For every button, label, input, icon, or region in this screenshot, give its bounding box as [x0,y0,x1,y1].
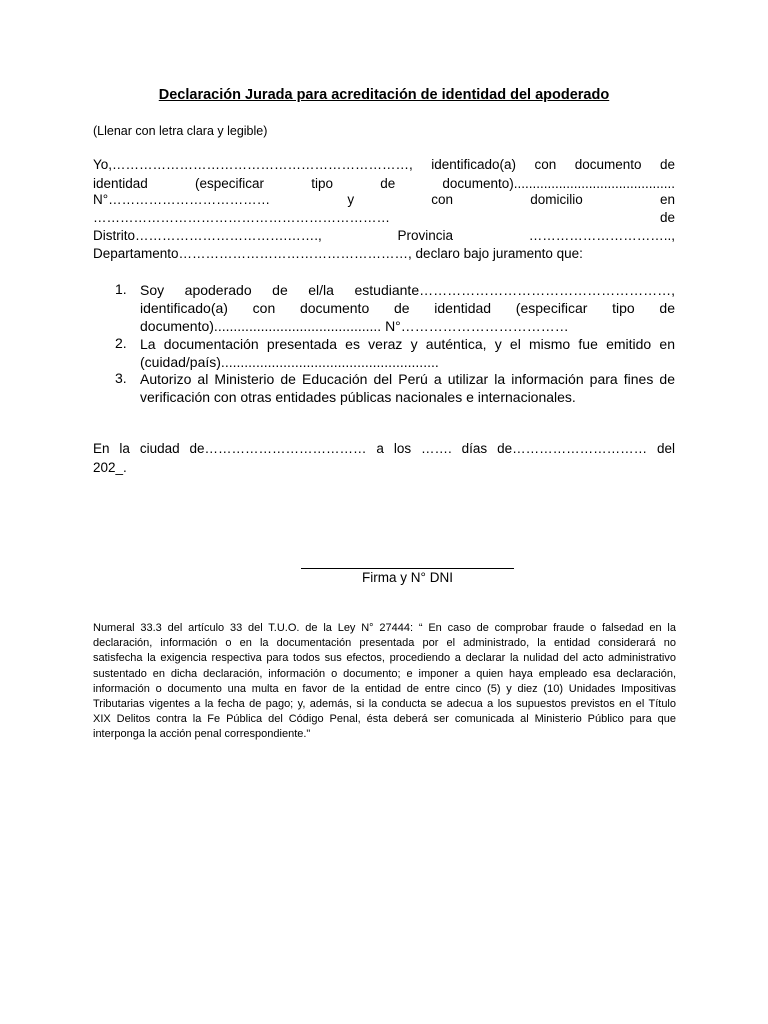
legal-line: XIX Delitos contra la Fe Pública del Código Penal, ésta deberá ser comunicada al Ministerio Público para que [93,713,676,726]
city-date-line: En la ciudad de……………………………… a los ……. días de………………………… del [93,441,675,456]
item-text [140,335,675,371]
item-number: 3. [115,370,127,386]
item-number: 2. [115,335,127,351]
legal-line: satisfecha la exigencia respectiva para todos sus efectos, procediendo a declarar la nulidad del acto administrativo [93,652,676,665]
item-line: identificado(a) con documento de identidad (especificar tipo de [140,300,675,316]
signature-label: Firma y N° DNI [362,570,453,585]
fill-instruction: (Llenar con letra clara y legible) [93,124,268,138]
item-number: 1. [115,281,127,297]
intro-line: identidad (especificar tipo de documento)........................................... [93,176,675,191]
item-text [140,370,675,406]
document-title: Declaración Jurada para acreditación de identidad del apoderado [158,87,610,103]
item-line: (cuidad/país)........................................................ [140,354,439,370]
item-line: documento)........................................... N°……………………………… [140,318,569,334]
legal-line: sustentado en dicha declaración, información o documento; e imponer a quien haya empleado esa declaración, [93,667,676,680]
item-line: Autorizo al Ministerio de Educación del Perú a utilizar la información para fines de [140,371,675,387]
item-line: verificación con otras entidades públicas nacionales e internacionales. [140,389,576,405]
legal-line: declaración, información o en la documentación presentada por el administrado, la entidad considerará no [93,637,676,650]
legal-line: interponga la acción penal correspondiente." [93,728,311,741]
intro-line: N°……………………………… y con domicilio en [93,192,675,207]
intro-line: Distrito…………………………….……., Provincia ………………………….., [93,228,675,243]
legal-notice [93,621,676,743]
legal-line: Numeral 33.3 del artículo 33 del T.U.O. de la Ley N° 27444: “ En caso de comprobar fraude o falsedad en la [93,622,676,634]
city-date-line: 202_. [93,460,127,475]
legal-line: Tributarias vigentes a la fecha de pago; y, además, si la conducta se adecua a los supuestos previstos en el Título [93,698,676,711]
intro-line: Departamento……………………………………………, declaro bajo juramento que: [93,246,583,261]
intro-line: ………………………………………………………… de [93,210,675,225]
item-text [140,281,675,335]
item-line: La documentación presentada es veraz y auténtica, y el mismo fue emitido en [140,336,675,352]
intro-line: Yo,…………………………………………………………, identificado(a) con documento de [93,157,675,172]
legal-line: información o documento una multa en favor de la entidad de entre cinco (5) y diez (10) Unidades Impositivas [93,682,676,695]
signature-line [301,568,514,569]
item-line: Soy apoderado de el/la estudiante………………………………………………, [140,282,675,298]
